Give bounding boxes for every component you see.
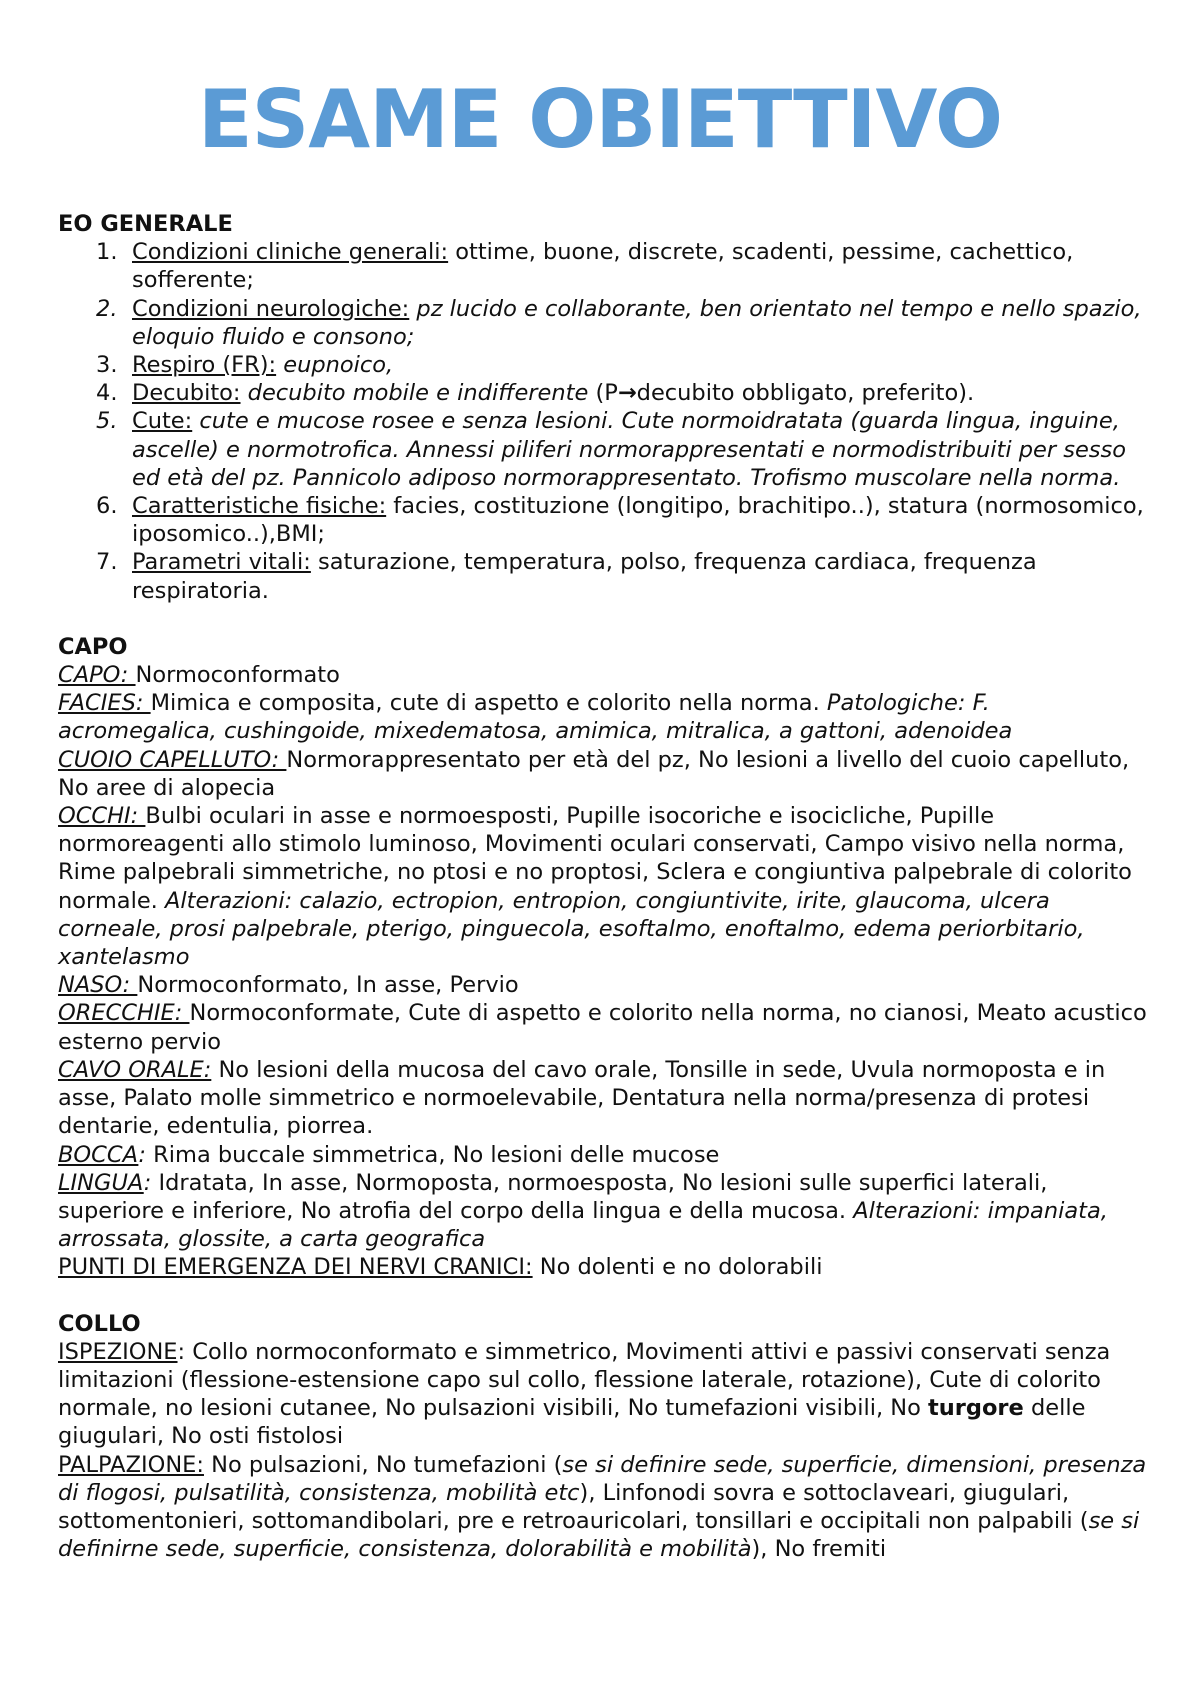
lingua-entry: LINGUA: Idratata, In asse, Normoposta, normoesposta, No lesioni sulle superfici laterali, superiore e inferiore, No atrofia del corpo della lingua e della mucosa. Alterazioni: impaniata, arrossata, glossite, a carta geografica bbox=[58, 1169, 1108, 1253]
bocca-entry: BOCCA: Rima buccale simmetrica, No lesioni delle mucose bbox=[58, 1141, 720, 1168]
list-item: 3. Respiro (FR): eupnoico, bbox=[96, 352, 394, 379]
naso-entry: NASO: Normoconformato, In asse, Pervio bbox=[58, 972, 519, 999]
palpazione-entry: PALPAZIONE: No pulsazioni, No tumefazioni (se si definire sede, superficie, dimensioni, presenza di flogosi, pulsatilità, consistenza, mobilità etc), Linfonodi sovra e sottoclaveari, giugulari, sottomentonieri, sottomandibolari, pre e retroauricolari, tonsillari e occipitali non palpabili (se si definirne sede, superficie, consistenza, dolorabilità e mobilità), No fremiti bbox=[58, 1451, 1147, 1563]
punti-emergenza-entry: PUNTI DI EMERGENZA DEI NERVI CRANICI: No dolenti e no dolorabili bbox=[58, 1254, 823, 1281]
arrow-icon: → bbox=[617, 380, 637, 407]
section-heading-capo: CAPO bbox=[58, 633, 128, 660]
document-body bbox=[58, 210, 1148, 1563]
occhi-entry: OCCHI: Bulbi oculari in asse e normoesposti, Pupille isocoriche e isocicliche, Pupille normoreagenti allo stimolo luminoso, Movimenti oculari conservati, Campo visivo nella norma, Rime palpebrali simmetriche, no ptosi e no proptosi, Sclera e congiuntiva palpebrale di colorito normale. Alterazioni: calazio, ectropion, entropion, congiuntivite, irite, glaucoma, ulcera corneale, prosi palpebrale, pterigo, pinguecola, esoftalmo, enoftalmo, edema periorbitario, xantelasmo bbox=[58, 803, 1132, 971]
cavo-orale-entry: CAVO ORALE: No lesioni della mucosa del cavo orale, Tonsille in sede, Uvula normoposta e in asse, Palato molle simmetrico e normoelevabile, Dentatura nella norma/presenza di protesi dentarie, edentulia, piorrea. bbox=[58, 1056, 1106, 1140]
facies-entry: FACIES: Mimica e composita, cute di aspetto e colorito nella norma. Patologiche: F. acromegalica, cushingoide, mixedematosa, amimica, mitralica, a gattoni, adenoidea bbox=[58, 690, 1013, 745]
page-title: ESAME OBIETTIVO bbox=[198, 73, 1002, 166]
section-heading-eo-generale: EO GENERALE bbox=[58, 211, 233, 237]
ispezione-entry: ISPEZIONE: Collo normoconformato e simmetrico, Movimenti attivi e passivi conservati senza limitazioni (flessione-estensione capo sul collo, flessione laterale, rotazione), Cute di colorito normale, no lesioni cutanee, No pulsazioni visibili, No tumefazioni visibili, No turgore delle giugulari, No osti fistolosi bbox=[58, 1338, 1111, 1450]
list-item: 6. Caratteristiche fisiche: facies, costituzione (longitipo, brachitipo..), statura (normosomico, iposomico..),BMI; bbox=[96, 493, 1144, 548]
list-item: 4. Decubito: decubito mobile e indifferente (P→decubito obbligato, preferito). bbox=[96, 380, 975, 407]
orecchie-entry: ORECCHIE: Normoconformate, Cute di aspetto e colorito nella norma, no cianosi, Meato acustico esterno pervio bbox=[58, 1000, 1147, 1055]
list-item: 2. Condizioni neurologiche: pz lucido e collaborante, ben orientato nel tempo e nello spazio, eloquio fluido e consono; bbox=[96, 295, 1142, 350]
list-item: 7. Parametri vitali: saturazione, temperatura, polso, frequenza cardiaca, frequenza respiratoria. bbox=[96, 549, 1037, 604]
eo-generale-list bbox=[58, 238, 1148, 605]
section-heading-collo: COLLO bbox=[58, 1310, 141, 1337]
capo-entry: CAPO: Normoconformato bbox=[58, 662, 340, 689]
cuoio-capelluto-entry: CUOIO CAPELLUTO: Normorappresentato per età del pz, No lesioni a livello del cuoio capelluto, No aree di alopecia bbox=[58, 746, 1130, 801]
list-item: 1. Condizioni cliniche generali: ottime, buone, discrete, scadenti, pessime, cachettico, sofferente; bbox=[96, 239, 1074, 294]
list-item: 5. Cute: cute e mucose rosee e senza lesioni. Cute normoidratata (guarda lingua, inguine, ascelle) e normotrofica. Annessi piliferi normorappresentati e normodistribuiti per sesso ed età del pz. Pannicolo adiposo normorappresentato. Trofismo muscolare nella norma. bbox=[96, 408, 1127, 491]
